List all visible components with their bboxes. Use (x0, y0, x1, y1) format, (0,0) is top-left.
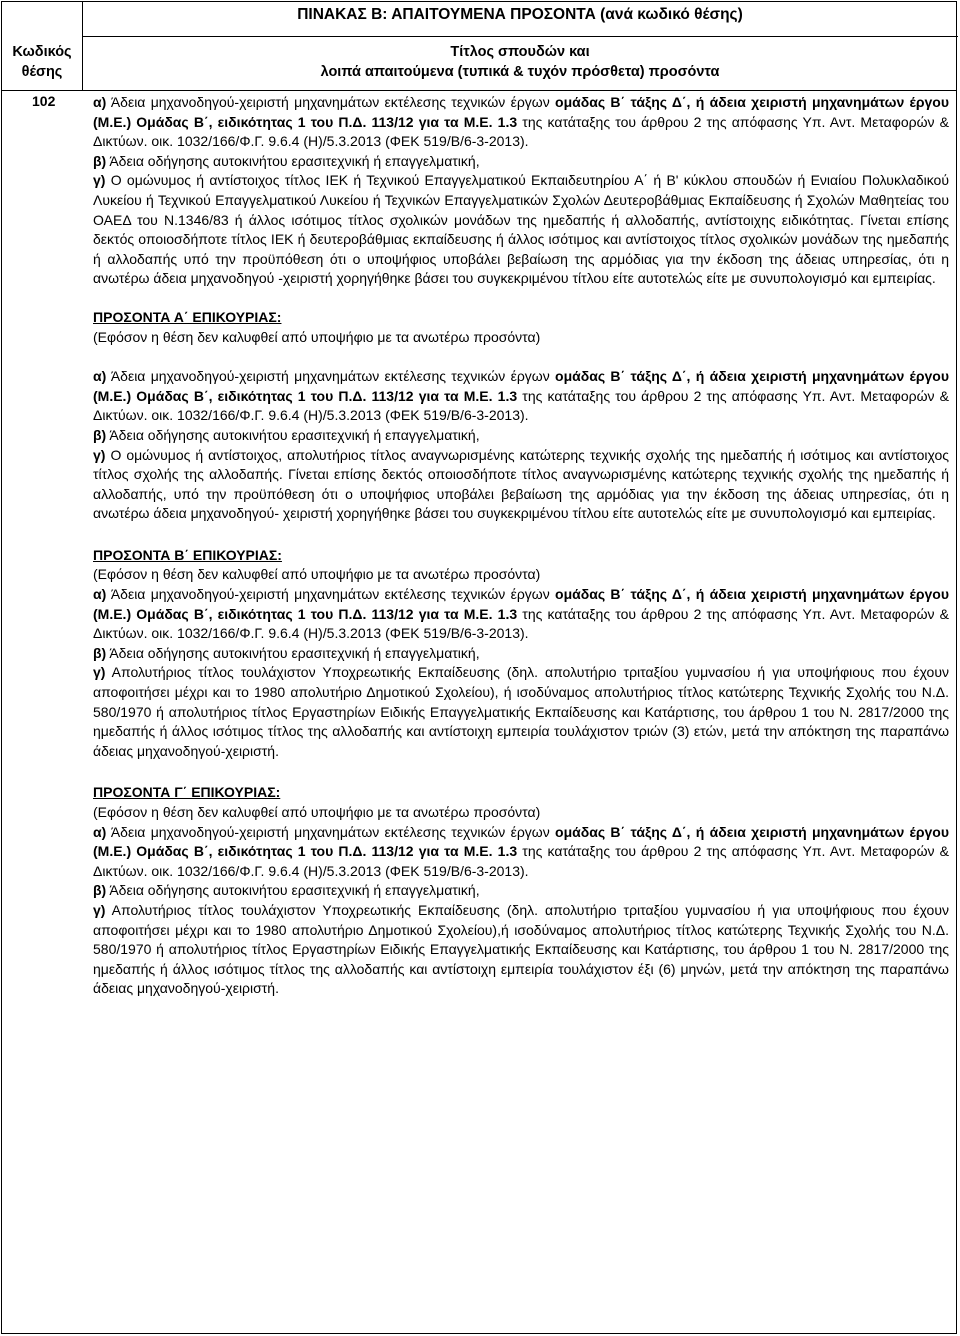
section-a-item-c: γ) Ο ομώνυμος ή αντίστοιχος, απολυτήριος τίτλος αναγνωρισμένης κατώτερης τεχνικής σχολής της ημεδαπής ή ισότιμος και αντίστοιχος τίτλος σχολής της αλλοδαπής. Γίνεται επίσης δεκτός οποιοσδήποτε τίτλος αναγνωρισμένης κατώτερης τεχνικής σχολής της ημεδαπής ή αλλοδαπής, υπό την προϋπόθεση ότι ο υποψήφιος υποβάλει βεβαίωση της αρμόδιας για την έκδοση της άδειας υπηρεσίας, ότι η ανωτέρω άδεια μηχανοδηγού- χειριστή χορηγήθηκε βάσει του συγκεκριμένου τίτλου είτε αυτοτελώς είτε με συνυπολογισμό και εμπειρίας. (93, 446, 949, 522)
title-divider (82, 36, 958, 37)
table-title: ΠΙΝΑΚΑΣ Β: ΑΠΑΙΤΟΥΜΕΝΑ ΠΡΟΣΟΝΤΑ (ανά κωδικό θέσης) (297, 6, 743, 23)
main-item-a: α) Άδεια μηχανοδηγού-χειριστή μηχανημάτων εκτέλεσης τεχνικών έργων ομάδας Β΄ τάξης Δ΄, ή άδεια χειριστή μηχανημάτων έργου (Μ.Ε.) Ομάδας Β΄, ειδικότητας 1 του Π.Δ. 113/12 για τα Μ.Ε. 1.3 της κατάταξης του άρθρου 2 της απόφασης Υπ. Αντ. Μεταφορών & Δικτύων. οικ. 1032/166/Φ.Γ. 9.6.4 (Η)/5.3.2013 (ΦΕΚ 519/Β/6-3-2013). (93, 94, 949, 150)
section-a-item-b: β) Άδεια οδήγησης αυτοκινήτου ερασιτεχνική ή επαγγελματική, (93, 426, 480, 443)
position-code: 102 (32, 93, 56, 109)
section-b-note: (Εφόσον η θέση δεν καλυφθεί από υποψήφιο με τα ανωτέρω προσόντα) (93, 566, 541, 583)
section-a-item-a: α) Άδεια μηχανοδηγού-χειριστή μηχανημάτων εκτέλεσης τεχνικών έργων ομάδας Β΄ τάξης Δ΄, ή άδεια χειριστή μηχανημάτων έργου (Μ.Ε.) Ομάδας Β΄, ειδικότητας 1 του Π.Δ. 113/12 για τα Μ.Ε. 1.3 της κατάταξης του άρθρου 2 της απόφασης Υπ. Αντ. Μεταφορών & Δικτύων. οικ. 1032/166/Φ.Γ. 9.6.4 (Η)/5.3.2013 (ΦΕΚ 519/Β/6-3-2013). (93, 368, 949, 424)
requirements-content (93, 93, 949, 999)
section-b-heading: ΠΡΟΣΟΝΤΑ Β΄ ΕΠΙΚΟΥΡΙΑΣ: (93, 546, 282, 563)
section-c-heading: ΠΡΟΣΟΝΤΑ Γ΄ ΕΠΙΚΟΥΡΙΑΣ: (93, 784, 281, 801)
header-code-column (2, 42, 82, 82)
section-a-heading: ΠΡΟΣΟΝΤΑ Α΄ ΕΠΙΚΟΥΡΙΑΣ: (93, 308, 282, 325)
header-title-column (83, 42, 957, 82)
section-c-note: (Εφόσον η θέση δεν καλυφθεί από υποψήφιο με τα ανωτέρω προσόντα) (93, 804, 541, 820)
section-c-item-a: α) Άδεια μηχανοδηγού-χειριστή μηχανημάτων εκτέλεσης τεχνικών έργων ομάδας Β΄ τάξης Δ΄, ή άδεια χειριστή μηχανημάτων έργου (Μ.Ε.) Ομάδας Β΄, ειδικότητας 1 του Π.Δ. 113/12 για τα Μ.Ε. 1.3 της κατάταξης του άρθρου 2 της απόφασης Υπ. Αντ. Μεταφορών & Δικτύων. οικ. 1032/166/Φ.Γ. 9.6.4 (Η)/5.3.2013 (ΦΕΚ 519/Β/6-3-2013). (93, 823, 949, 879)
section-b-item-b: β) Άδεια οδήγησης αυτοκινήτου ερασιτεχνική ή επαγγελματική, (93, 644, 480, 661)
main-item-b: β) Άδεια οδήγησης αυτοκινήτου ερασιτεχνική ή επαγγελματική, (93, 152, 480, 169)
header-code-line2: θέσης (21, 64, 63, 80)
section-c-item-b: β) Άδεια οδήγησης αυτοκινήτου ερασιτεχνική ή επαγγελματική, (93, 882, 480, 899)
section-a-note: (Εφόσον η θέση δεν καλυφθεί από υποψήφιο με τα ανωτέρω προσόντα) (93, 328, 541, 345)
header-title-line1: Τίτλος σπουδών και (450, 44, 590, 60)
header-title-line2: λοιπά απαιτούμενα (τυπικά & τυχόν πρόσθετα) προσόντα (320, 64, 720, 80)
section-c-item-c: γ) Απολυτήριος τίτλος τουλάχιστον Υποχρεωτικής Εκπαίδευσης (δηλ. απολυτήριο τριταξίου γυμνασίου ή για υποψήφιους που έχουν αποφοιτήσει μέχρι και το 1980 απολυτήριο Δημοτικού Σχολείου),ή ισοδύναμος απολυτήριος τίτλος κατώτερης Τεχνικής Σχολής του Ν.Δ. 580/1970 ή απολυτήριος τίτλος Εργαστηρίων Ειδικής Επαγγελματικής Εκπαίδευσης και Κατάρτισης, του άρθρου 1 του Ν. 2817/2000 της ημεδαπής ή άλλος ισότιμος τίτλος της αλλοδαπής και αντίστοιχη εμπειρία τουλάχιστον έξι (6) μηνών, μετά την απόκτηση της παραπάνω άδειας μηχανοδηγού-χειριστή. (93, 901, 949, 997)
header-code-line1: Κωδικός (12, 44, 72, 60)
main-item-c: γ) Ο ομώνυμος ή αντίστοιχος τίτλος ΙΕΚ ή Τεχνικού Επαγγελματικού Εκπαιδευτηρίου Α΄ ή Β' κύκλου σπουδών ή Ενιαίου Πολυκλαδικού Λυκείου ή Τεχνικού Επαγγελματικού Λυκείου ή Τεχνικών Επαγγελματικών Σχολών Δευτεροβάθμιας Εκπαίδευσης ή Σχολών Μαθητείας του ΟΑΕΔ του Ν.1346/83 ή άλλος ισότιμος τίτλος σχολικών μονάδων της ημεδαπής ή αλλοδαπής, αντίστοιχης ειδικότητας. Γίνεται επίσης δεκτός οποιοσδήποτε τίτλος ΙΕΚ ή δευτεροβάθμιας εκπαίδευσης ή άλλος ισότιμος και αντίστοιχος τίτλος σχολικών μονάδων της ημεδαπής ή αλλοδαπής υπό την προϋπόθεση ότι ο υποψήφιος υποβάλει βεβαίωση της αρμόδιας για την έκδοση της άδειας υπηρεσίας, ότι η ανωτέρω άδεια μηχανοδηγού -χειριστή χορηγήθηκε βάσει του συγκεκριμένου τίτλου είτε αυτοτελώς είτε με συνυπολογισμό και εμπειρίας. (93, 172, 949, 287)
header-divider (2, 90, 956, 91)
section-b-item-a: α) Άδεια μηχανοδηγού-χειριστή μηχανημάτων εκτέλεσης τεχνικών έργων ομάδας Β΄ τάξης Δ΄, ή άδεια χειριστή μηχανημάτων έργου (Μ.Ε.) Ομάδας Β΄, ειδικότητας 1 του Π.Δ. 113/12 για τα Μ.Ε. 1.3 της κατάταξης του άρθρου 2 της απόφασης Υπ. Αντ. Μεταφορών & Δικτύων. οικ. 1032/166/Φ.Γ. 9.6.4 (Η)/5.3.2013 (ΦΕΚ 519/Β/6-3-2013). (93, 586, 949, 642)
section-b-item-c: γ) Απολυτήριος τίτλος τουλάχιστον Υποχρεωτικής Εκπαίδευσης (δηλ. απολυτήριο τριταξίου γυμνασίου ή για υποψήφιους που έχουν αποφοιτήσει μέχρι και το 1980 απολυτήριο Δημοτικού Σχολείου), ή ισοδύναμος απολυτήριος τίτλος κατώτερης Τεχνικής Σχολής του Ν.Δ. 580/1970 ή απολυτήριος τίτλος Εργαστηρίων Ειδικής Επαγγελματικής Εκπαίδευσης και Κατάρτισης, του άρθρου 1 του Ν. 2817/2000 της ημεδαπής ή άλλος ισότιμος τίτλος της αλλοδαπής και αντίστοιχη εμπειρία τουλάχιστον τριών (3) ετών, μετά την απόκτηση της παραπάνω άδειας μηχανοδηγού-χειριστή. (93, 664, 949, 759)
